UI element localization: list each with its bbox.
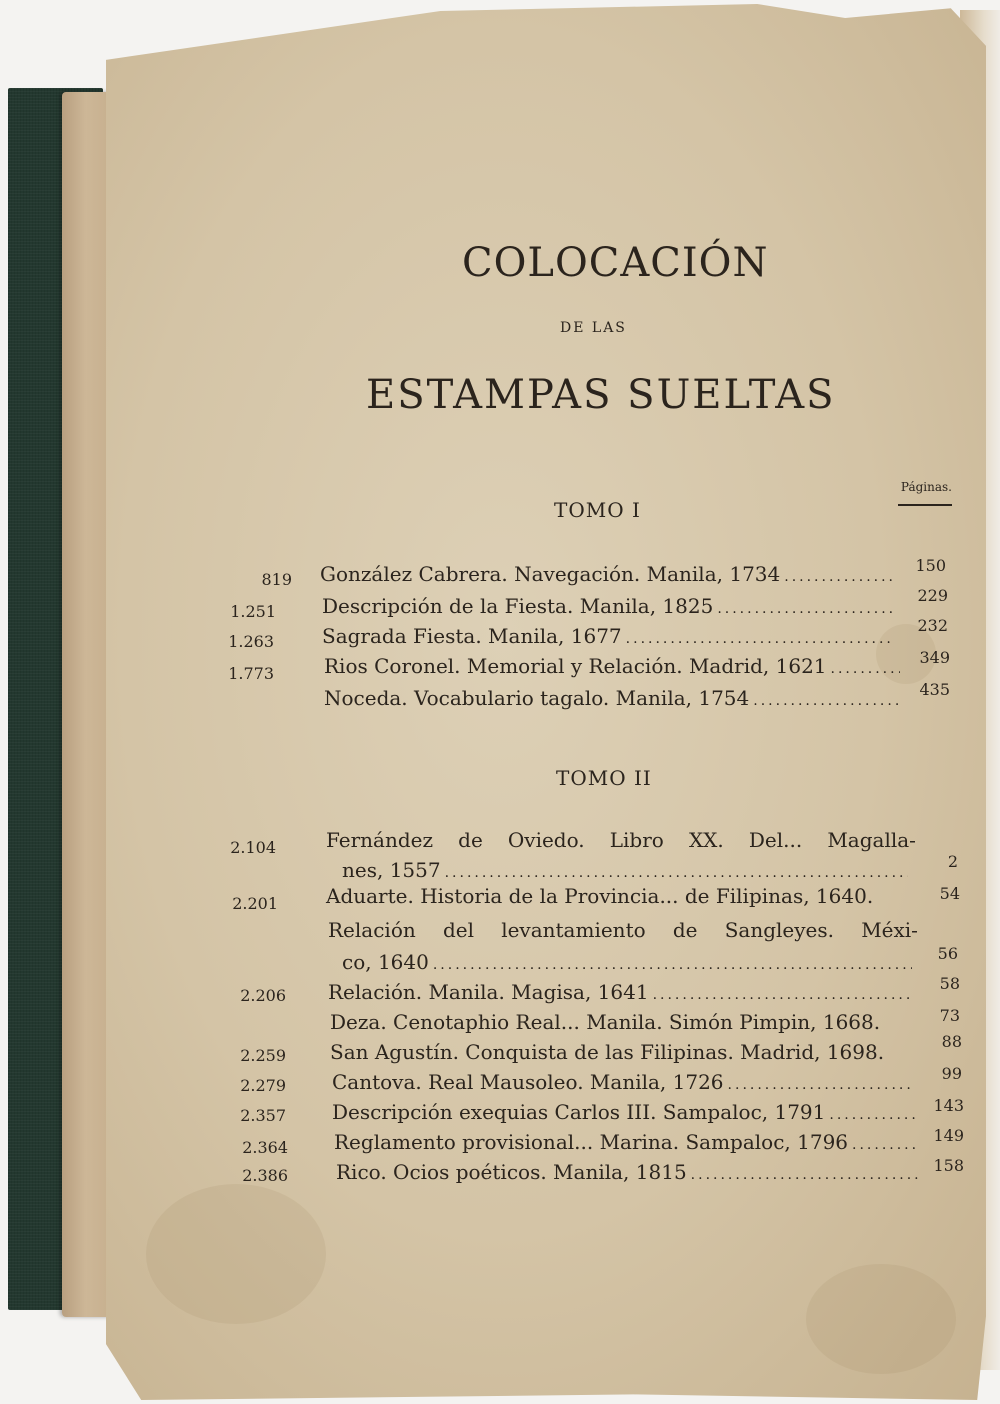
word: Méxi- — [861, 918, 918, 942]
word: Del... — [748, 828, 803, 852]
entry-page: 158 — [933, 1156, 964, 1175]
entry-number: 2.357 — [240, 1106, 286, 1125]
entry-text: Aduarte. Historia de la Provincia... de Filipinas, 1640. — [326, 884, 874, 908]
title-line-2: DE LAS — [560, 320, 627, 336]
entry-number: 1.773 — [228, 664, 274, 683]
word: levantamiento — [501, 918, 646, 942]
list-item — [328, 980, 916, 1004]
list-item — [326, 884, 926, 908]
entry-text: Sagrada Fiesta. Manila, 1677 — [322, 624, 622, 648]
word: Sangleyes. — [724, 918, 834, 942]
leader-dots — [691, 1167, 918, 1183]
list-item — [330, 1010, 930, 1034]
entry-page: 54 — [939, 884, 960, 903]
list-item — [320, 562, 898, 586]
entry-text: Noceda. Vocabulario tagalo. Manila, 1754 — [324, 686, 750, 710]
word: del — [442, 918, 474, 942]
entry-page: 56 — [937, 944, 958, 963]
list-item — [336, 1160, 922, 1184]
entry-page: 73 — [939, 1006, 960, 1025]
entry-page: 229 — [917, 586, 948, 605]
leader-dots — [852, 1137, 918, 1153]
entry-number: 2.259 — [240, 1046, 286, 1065]
entry-number: 2.206 — [240, 986, 286, 1005]
entry-number: 2.104 — [230, 838, 276, 857]
entry-number: 1.251 — [230, 602, 276, 621]
list-item — [334, 1130, 922, 1154]
entry-page: 150 — [915, 556, 946, 575]
leader-dots — [728, 1077, 914, 1093]
entry-page: 99 — [941, 1064, 962, 1083]
entry-number: 2.279 — [240, 1076, 286, 1095]
entry-page: 435 — [919, 680, 950, 699]
page-stain — [146, 1184, 326, 1324]
entry-text: Descripción exequias Carlos III. Sampaloc, 1791 — [332, 1100, 826, 1124]
entry-page: 88 — [941, 1032, 962, 1051]
tomo-2-heading: TOMO II — [556, 766, 652, 790]
entry-page: 149 — [933, 1126, 964, 1145]
word: Oviedo. — [507, 828, 585, 852]
list-item — [322, 594, 898, 618]
word: de — [672, 918, 698, 942]
tomo-1-heading: TOMO I — [554, 498, 641, 522]
entry-page: 2 — [947, 852, 958, 871]
entry-text: Cantova. Real Mausoleo. Manila, 1726 — [332, 1070, 724, 1094]
entry-text: Rios Coronel. Memorial y Relación. Madrid, 1621 — [324, 654, 827, 678]
list-item — [332, 1070, 918, 1094]
entry-number: 2.201 — [232, 894, 278, 913]
word: XX. — [688, 828, 724, 852]
title-line-3: ESTAMPAS SUELTAS — [366, 372, 836, 418]
leader-dots — [829, 1107, 916, 1123]
leader-dots — [433, 957, 912, 973]
list-item — [322, 624, 898, 648]
word: Libro — [609, 828, 664, 852]
entry-text-line — [328, 918, 918, 942]
leader-dots — [653, 987, 912, 1003]
entry-text: Deza. Cenotaphio Real... Manila. Simón Pimpin, 1668. — [330, 1010, 881, 1034]
list-item — [324, 686, 904, 710]
leader-dots — [831, 661, 900, 677]
entry-text: González Cabrera. Navegación. Manila, 1734 — [320, 562, 781, 586]
word: Magalla- — [827, 828, 916, 852]
leader-dots — [445, 865, 908, 881]
entry-text: co, 1640 — [342, 950, 429, 974]
list-item — [330, 1040, 930, 1064]
page-stain — [806, 1264, 956, 1374]
leader-dots — [753, 693, 900, 709]
entry-number: 2.364 — [242, 1138, 288, 1157]
word: de — [458, 828, 483, 852]
entry-text: San Agustín. Conquista de las Filipinas. Madrid, 1698. — [330, 1040, 885, 1064]
leader-dots — [784, 569, 894, 585]
entry-text-line — [326, 828, 916, 852]
entry-number: 819 — [261, 570, 292, 589]
entry-number: 1.263 — [228, 632, 274, 651]
entry-page: 58 — [939, 974, 960, 993]
list-item — [342, 950, 916, 974]
word: Relación — [328, 918, 416, 942]
list-item — [324, 654, 904, 678]
word: Fernández — [326, 828, 434, 852]
leader-dots — [717, 601, 894, 617]
entry-number: 2.386 — [242, 1166, 288, 1185]
entry-text: Relación. Manila. Magisa, 1641 — [328, 980, 649, 1004]
leader-dots — [626, 631, 894, 647]
list-item — [332, 1100, 920, 1124]
entry-text: Reglamento provisional... Marina. Sampaloc, 1796 — [334, 1130, 849, 1154]
entry-text: Rico. Ocios poéticos. Manila, 1815 — [336, 1160, 687, 1184]
entry-text: Descripción de la Fiesta. Manila, 1825 — [322, 594, 714, 618]
title-line-1: COLOCACIÓN — [462, 240, 769, 286]
entry-page: 143 — [933, 1096, 964, 1115]
paginas-label: Páginas. — [898, 480, 952, 506]
entry-page: 232 — [917, 616, 948, 635]
entry-text: nes, 1557 — [342, 858, 441, 882]
entry-page: 349 — [919, 648, 950, 667]
list-item — [342, 858, 912, 882]
